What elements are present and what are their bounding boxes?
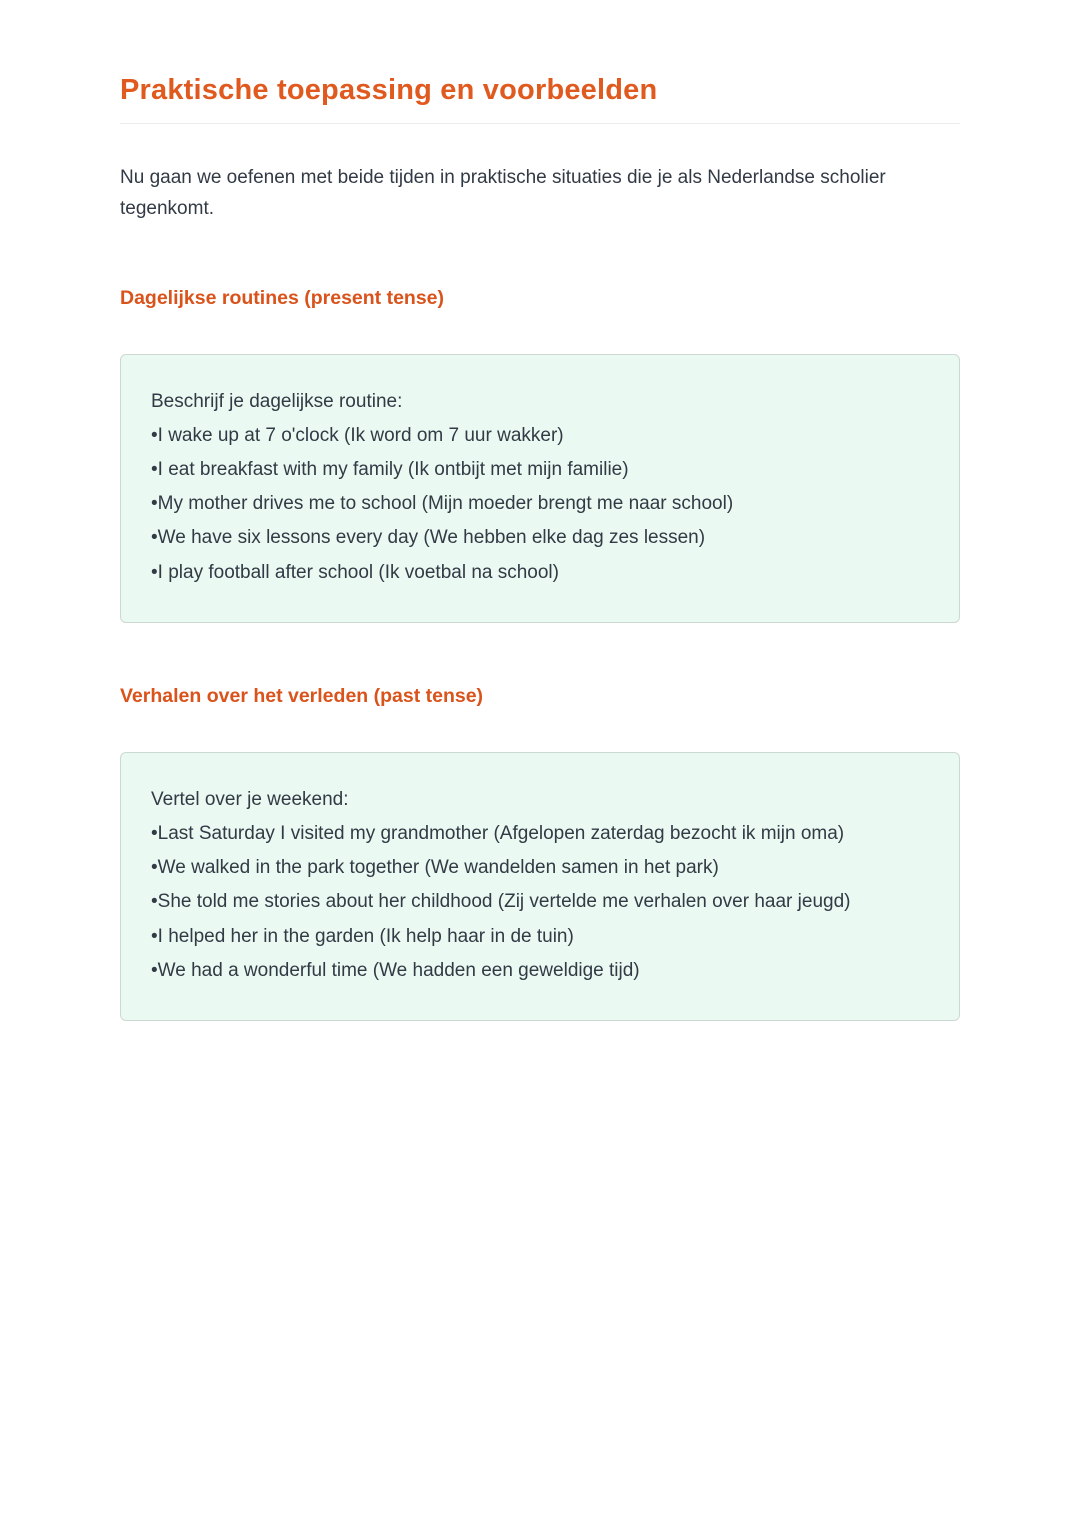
list-item: • Last Saturday I visited my grandmother (Afgelopen zaterdag bezocht ik mijn oma)	[151, 817, 929, 851]
list-item: • I play football after school (Ik voetbal na school)	[151, 556, 929, 590]
list-item: • We had a wonderful time (We hadden een geweldige tijd)	[151, 954, 929, 988]
list-item: • We have six lessons every day (We hebben elke dag zes lessen)	[151, 521, 929, 555]
section-heading-daily-routines: Dagelijkse routines (present tense)	[120, 286, 445, 309]
list-item: • We walked in the park together (We wandelden samen in het park)	[151, 851, 929, 885]
list-item: • I eat breakfast with my family (Ik ontbijt met mijn familie)	[151, 453, 929, 487]
section-heading-past-stories: Verhalen over het verleden (past tense)	[120, 684, 484, 707]
page-title: Praktische toepassing en voorbeelden	[120, 74, 960, 124]
box-lead: Vertel over je weekend:	[151, 788, 349, 810]
list-item: • I helped her in the garden (Ik help haar in de tuin)	[151, 920, 929, 954]
intro-paragraph: Nu gaan we oefenen met beide tijden in praktische situaties die je als Nederlandse scholier tegenkomt.	[120, 167, 886, 220]
content-column	[120, 0, 960, 1021]
list-item: • My mother drives me to school (Mijn moeder brengt me naar school)	[151, 487, 929, 521]
example-box-past-tense	[120, 752, 960, 1021]
list-item: • She told me stories about her childhood (Zij vertelde me verhalen over haar jeugd)	[151, 885, 929, 919]
example-box-present-tense	[120, 354, 960, 623]
box-lead: Beschrijf je dagelijkse routine:	[151, 390, 403, 412]
list-item: • I wake up at 7 o'clock (Ik word om 7 uur wakker)	[151, 419, 929, 453]
